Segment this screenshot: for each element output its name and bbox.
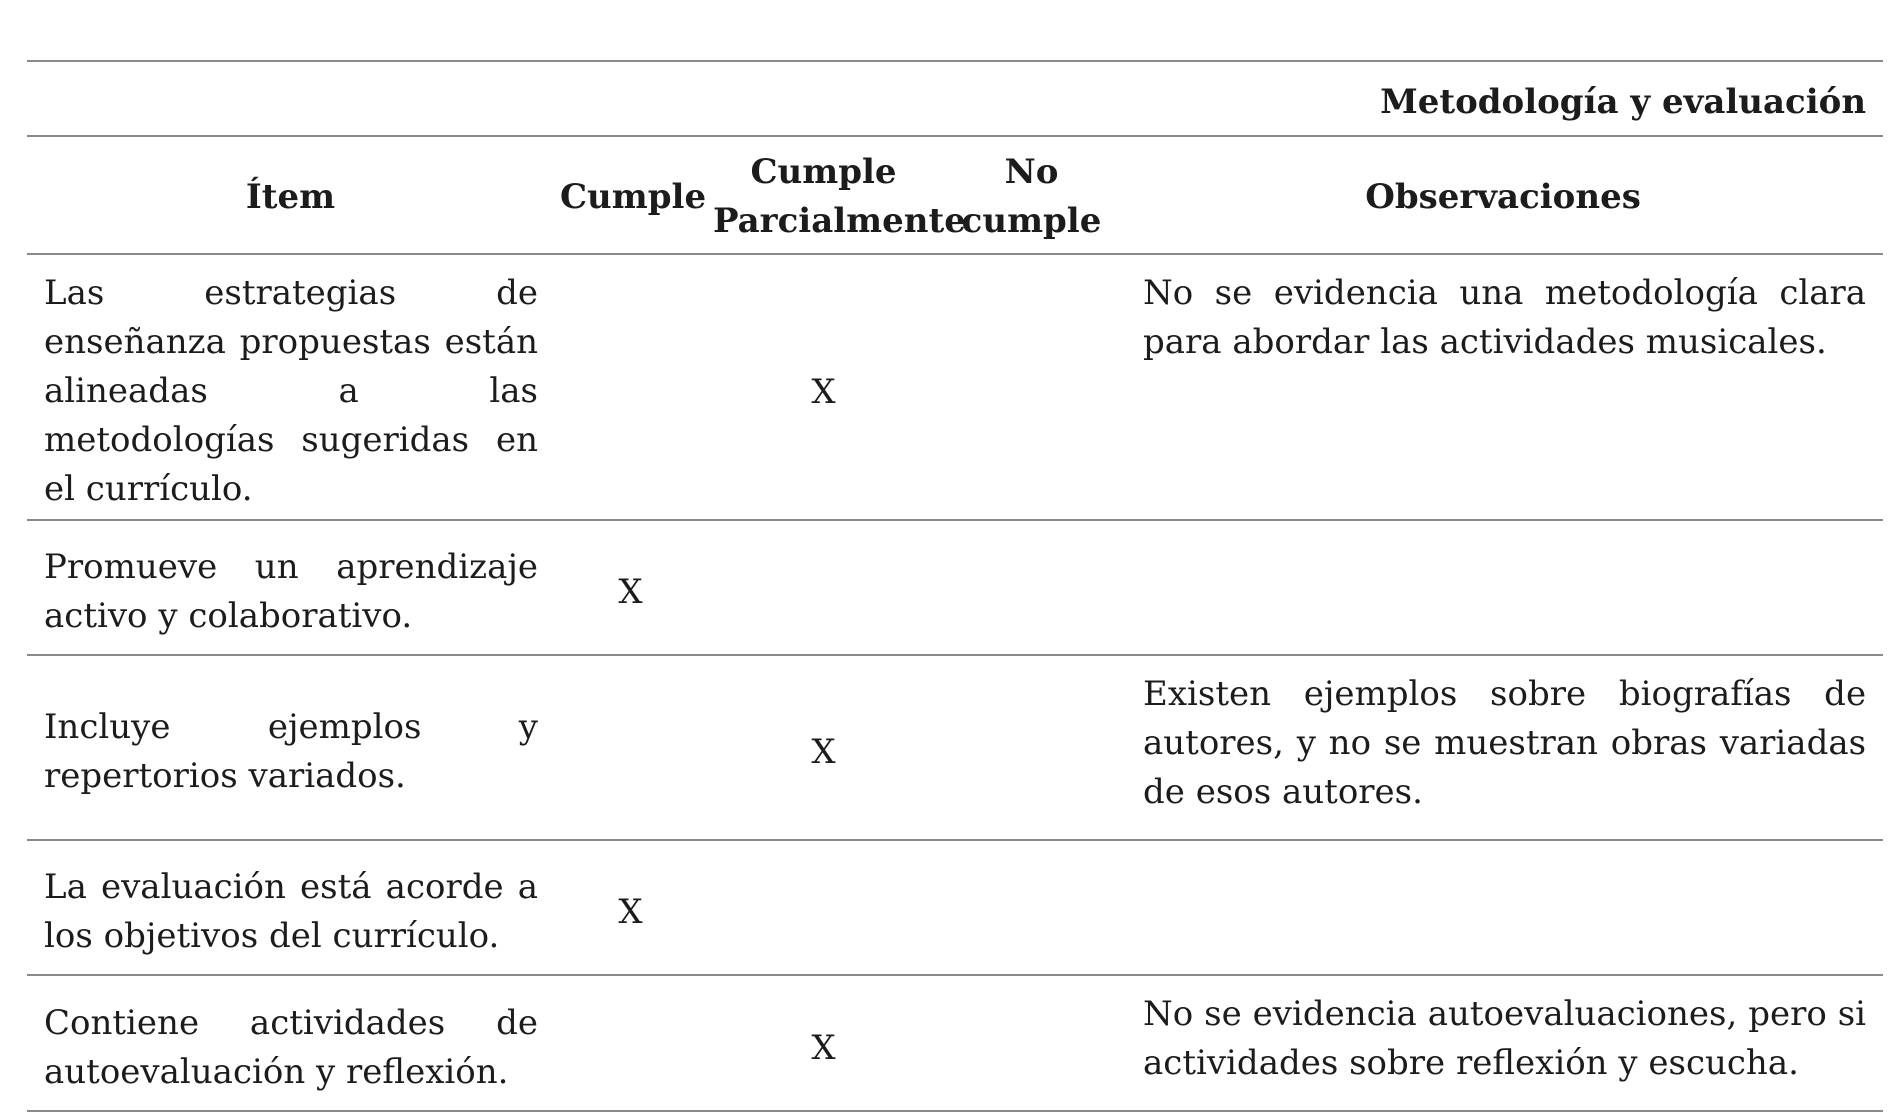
item-cell: Contiene actividades de autoevaluación y reflexión. bbox=[27, 975, 554, 1111]
observaciones-cell: Existen ejemplos sobre biografías de autores, y no se muestran obras variadas de esos autores. bbox=[1123, 655, 1883, 840]
header-no-cumple-line2: cumple bbox=[961, 201, 1102, 241]
cumple-cell bbox=[554, 975, 707, 1111]
item-cell: La evaluación está acorde a los objetivos del currículo. bbox=[27, 840, 554, 975]
table-row bbox=[27, 975, 1883, 1111]
observaciones-cell bbox=[1123, 520, 1883, 655]
table-header-row bbox=[27, 136, 1883, 254]
header-cumple-parcialmente-line2: Parcialmente bbox=[713, 201, 966, 241]
cumple-cell: X bbox=[554, 840, 707, 975]
header-observaciones: Observaciones bbox=[1123, 136, 1883, 254]
header-cumple: Cumple bbox=[554, 136, 707, 254]
item-cell: Las estrategias de enseñanza propuestas están alineadas a las metodologías sugeridas en el currículo. bbox=[27, 254, 554, 520]
cumple-cell bbox=[554, 254, 707, 520]
header-cumple-parcialmente bbox=[707, 136, 966, 254]
evaluation-table bbox=[27, 60, 1883, 1112]
table-row bbox=[27, 520, 1883, 655]
table-row bbox=[27, 254, 1883, 520]
no-cumple-cell bbox=[940, 840, 1123, 975]
observaciones-cell bbox=[1123, 840, 1883, 975]
header-no-cumple bbox=[940, 136, 1123, 254]
table-row bbox=[27, 655, 1883, 840]
item-cell: Promueve un aprendizaje activo y colaborativo. bbox=[27, 520, 554, 655]
cumple-parcialmente-cell: X bbox=[707, 975, 940, 1111]
observaciones-cell: No se evidencia autoevaluaciones, pero si actividades sobre reflexión y escucha. bbox=[1123, 975, 1883, 1111]
no-cumple-cell bbox=[940, 655, 1123, 840]
observaciones-cell: No se evidencia una metodología clara para abordar las actividades musicales. bbox=[1123, 254, 1883, 520]
header-cumple-parcialmente-line1: Cumple bbox=[750, 152, 897, 192]
table-row bbox=[27, 840, 1883, 975]
no-cumple-cell bbox=[940, 975, 1123, 1111]
cumple-parcialmente-cell: X bbox=[707, 254, 940, 520]
cumple-parcialmente-cell: X bbox=[707, 655, 940, 840]
no-cumple-cell bbox=[940, 520, 1123, 655]
header-no-cumple-line1: No bbox=[1004, 152, 1059, 192]
cumple-parcialmente-cell bbox=[707, 840, 940, 975]
item-cell: Incluye ejemplos y repertorios variados. bbox=[27, 655, 554, 840]
header-item: Ítem bbox=[27, 136, 554, 254]
table-caption: Metodología y evaluación bbox=[27, 61, 1883, 136]
cumple-cell bbox=[554, 655, 707, 840]
cumple-cell: X bbox=[554, 520, 707, 655]
cumple-parcialmente-cell bbox=[707, 520, 940, 655]
table-caption-row bbox=[27, 61, 1883, 136]
no-cumple-cell bbox=[940, 254, 1123, 520]
